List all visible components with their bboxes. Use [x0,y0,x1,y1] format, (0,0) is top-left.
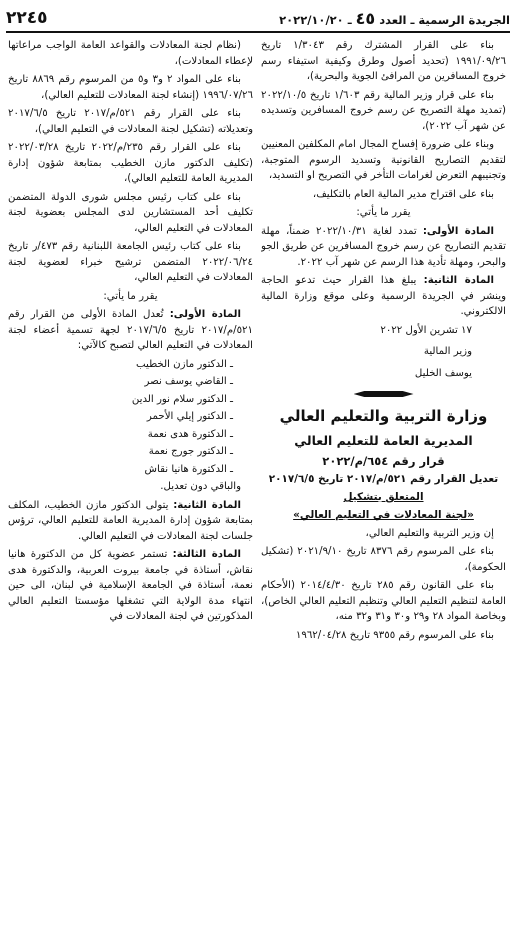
decision-amend: تعديل القرار رقم ٥٢١/م/٢٠١٧ تاريخ ٢٠١٧/٦/٥ [268,473,499,486]
right-column [261,38,506,930]
signature-block [261,323,506,382]
directorate-title: المديرية العامة للتعليم العالي [294,432,473,448]
rest-unchanged: والباقي دون تعديل. [160,481,241,492]
paragraph: بناء على اقتراح مدير المالية العام بالتكليف، [312,188,494,200]
page-number: ٢٢٤٥ [6,8,48,28]
list-item: ـ القاضي يوسف نصر [144,376,233,387]
decision-number: قرار رقم ٦٥٤/م/٢٠٢٢ [322,453,445,468]
list-item: ـ الدكتور سلام نور الدين [131,393,233,405]
paragraph: إن وزير التربية والتعليم العالي، [365,527,494,539]
article-2 [8,498,253,545]
article-1 [261,224,506,271]
ministry-title: وزارة التربية والتعليم العالي [279,407,488,425]
article-text: يتولى الدكتور مازن الخطيب، المكلف بمتابعة شؤون إدارة المديرية العامة للتعليم العالي، ترؤس جلسات لجنة المعادلات في التعليم العالي. [8,499,253,542]
signature-role: وزير المالية [423,346,472,357]
article-label: المادة الأولى: [169,309,241,320]
paragraph: وبناء على ضرورة إفساح المجال امام المكلفين المعنيين لتقديم التصاريح القانونية وتسديد الرسوم المتوجبة، وتجنيبهم التعرض لغرامات التأخر في التصريح او التسديد، [261,139,506,181]
member-list [8,357,253,478]
issue-date: ـ ٢٠٢٢/١٠/٢٠ [279,13,352,27]
list-item: ـ الدكتور مازن الخطيب [136,358,233,370]
paragraph: (نظام لجنة المعادلات والقواعد العامة الواجب مراعاتها لإعطاء المعادلات)، [8,40,253,67]
paragraph: بناء على القانون رقم ٢٨٥ تاريخ ٢٠١٤/٤/٣٠ (الأحكام العامة لتنظيم التعليم العالي وتنظيم التعليم العالي الخاص)، وبخاصة المواد ٢٨ و٢٩ و٣٠ و٣١ و٣٢ منه، [261,580,506,623]
article-1 [8,307,253,354]
paragraph: بناء على كتاب رئيس الجامعة اللبنانية رقم ٤٧٣/ر تاريخ ٢٠٢٢/٠٦/٢٤ المتضمن ترشيح خبراء لعضوية لجنة المعادلات في التعليم العالي، [8,241,253,283]
paragraph: بناء على القرار رقم ٥٢١/م/٢٠١٧ تاريخ ٢٠١٧/٦/٥ وتعديلاته (تشكيل لجنة المعادلات في التعليم العالي)، [8,108,253,135]
paragraph: بناء على كتاب رئيس مجلس شورى الدولة المتضمن تكليف أحد المستشارين لدى المجلس بعضوية لجنة المعادلات في التعليم العالي، [8,191,253,234]
issue-number: ٤٥ [355,9,376,28]
paragraph: بناء على المواد ٢ و٣ و٥ من المرسوم رقم ٨٨٦٩ تاريخ ١٩٩٦/٠٧/٢٦ (إنشاء لجنة المعادلات للتعليم العالي)، [8,74,253,101]
decision-committee: «لجنة المعادلات في التعليم العالي» [293,508,474,521]
article-label: المادة الأولى: [422,225,494,237]
decision-about: المتعلق بتشكيل [343,491,424,504]
paragraph: بناء على القرار المشترك رقم ١/٣٠٤٣ تاريخ ١٩٩١/٠٩/٢٦ (تحديد أصول وطرق وكيفية استيفاء رسم خروج المسافرين من المرافئ الجوية والبحرية)، [261,40,506,82]
list-item: ـ الدكتور جورج نعمة [148,446,233,457]
signature-date: ١٧ تشرين الأول ٢٠٢٢ [380,324,472,336]
left-column [8,38,253,930]
paragraph: بناء على المرسوم رقم ٩٣٥٥ تاريخ ١٩٦٢/٠٤/٢٨ [295,629,494,641]
article-text: تستمر عضوية كل من الدكتورة هانيا نقاش، أستاذة في جامعة بيروت العربية، والدكتورة هدى نعمة، أستاذة في الجامعة الإسلامية في لبنان، الى حين انتهاء مدة الولاية التي تشغلها مؤسستا التعليم العالي المذكورتين في لجنة المعادلات في [8,549,253,622]
paragraph: بناء على قرار وزير المالية رقم ١/٦٠٣ تاريخ ٢٠٢٢/١٠/٥ (تمديد مهلة التصريح عن رسم خروج المسافرين وتسديده عن شهر آب ٢٠٢٢)، [261,89,506,132]
list-item: ـ الدكتورة هانيا نقاش [144,463,233,475]
paragraph: بناء على القرار رقم ٢٣٥/م/٢٠٢٢ تاريخ ٢٠٢٢/٠٣/٢٨ (تكليف الدكتور مازن الخطيب بمتابعة شؤون إدارة المديرية العامة للتعليم العالي)، [8,142,253,184]
decides-heading: يقرر ما يأتي: [356,207,411,218]
gazette-title [279,9,510,28]
article-label: المادة الثانية: [173,499,241,511]
title-prefix: الجريدة الرسمية ـ العدد [379,13,510,27]
page-header [6,8,510,28]
article-2 [261,273,506,320]
article-text: تُعدل المادة الأولى من القرار رقم ٥٢١/م/٢٠١٧ تاريخ ٢٠١٧/٦/٥ لجهة تسمية أعضاء لجنة المعادلات في التعليم العالي لتصبح كالآتي: [8,309,253,351]
article-label: المادة الثالثة: [172,549,241,560]
signature-name: يوسف الخليل [414,367,472,379]
article-text: يبلغ هذا القرار حيث تدعو الحاجة وينشر في الجريدة الرسمية وعلى موقع وزارة المالية الالكتروني. [261,275,506,317]
paragraph: بناء على المرسوم رقم ٨٣٧٦ تاريخ ٢٠٢١/٩/١٠ (تشكيل الحكومة)، [261,546,506,573]
article-text: تمدد لغاية ٢٠٢٢/١٠/٣١ ضمناً، مهلة تقديم التصاريح عن رسم خروج المسافرين عن طريق الجو والبحر، ومهلة تأدية هذا الرسم عن شهر آب ٢٠٢٢. [261,225,506,268]
decides-heading: يقرر ما يأتي: [103,290,158,302]
list-item: ـ الدكتورة هدى نعمة [147,428,233,440]
header-rule [6,31,510,33]
article-label: المادة الثانية: [423,275,494,286]
list-item: ـ الدكتور إيلي الأحمر [146,411,233,422]
section-divider [261,391,506,397]
article-3 [8,547,253,625]
